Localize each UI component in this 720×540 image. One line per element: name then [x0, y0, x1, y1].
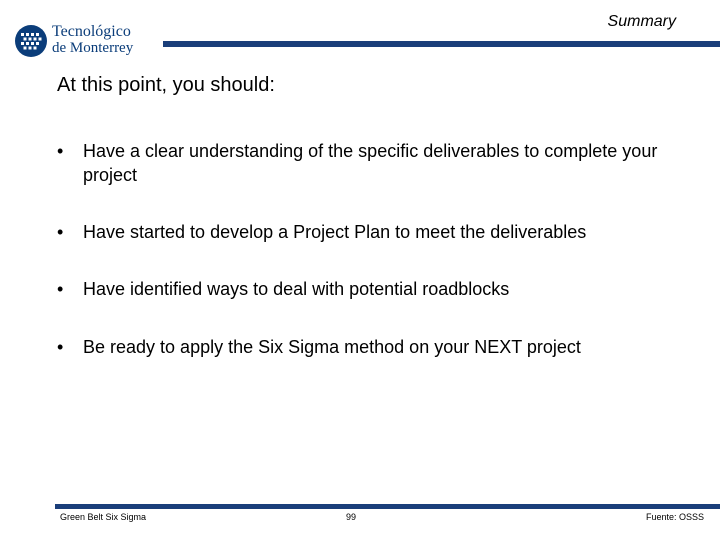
tec-emblem-icon	[14, 24, 48, 58]
bullet-item	[57, 277, 697, 301]
footer-course-name: Green Belt Six Sigma	[60, 512, 147, 522]
footer-divider	[55, 504, 720, 509]
logo-line-2: de Monterrey	[52, 40, 134, 56]
bullet-item	[57, 335, 697, 359]
bullet-dot: •	[57, 222, 64, 242]
logo-wordmark	[52, 24, 133, 56]
bullet-list	[57, 139, 697, 359]
bullet-dot: •	[57, 279, 64, 299]
bullet-text: Have identified ways to deal with potential roadblocks	[83, 279, 510, 299]
bullet-item	[57, 139, 697, 187]
slide-heading: At this point, you should:	[57, 74, 275, 96]
bullet-dot: •	[57, 337, 64, 357]
header-divider	[163, 41, 720, 47]
bullet-text: Have a clear understanding of the specific deliverables to complete your project	[83, 141, 658, 185]
bullet-text: Have started to develop a Project Plan to meet the deliverables	[83, 222, 587, 242]
bullet-text: Be ready to apply the Six Sigma method on your NEXT project	[83, 337, 581, 357]
section-title: Summary	[607, 13, 676, 30]
bullet-item	[57, 220, 697, 244]
logo-line-1: Tecnológico	[52, 23, 131, 40]
page-number: 99	[346, 512, 357, 522]
bullet-dot: •	[57, 141, 64, 161]
tec-de-monterrey-logo	[14, 22, 144, 62]
footer-source: Fuente: OSSS	[645, 512, 704, 522]
